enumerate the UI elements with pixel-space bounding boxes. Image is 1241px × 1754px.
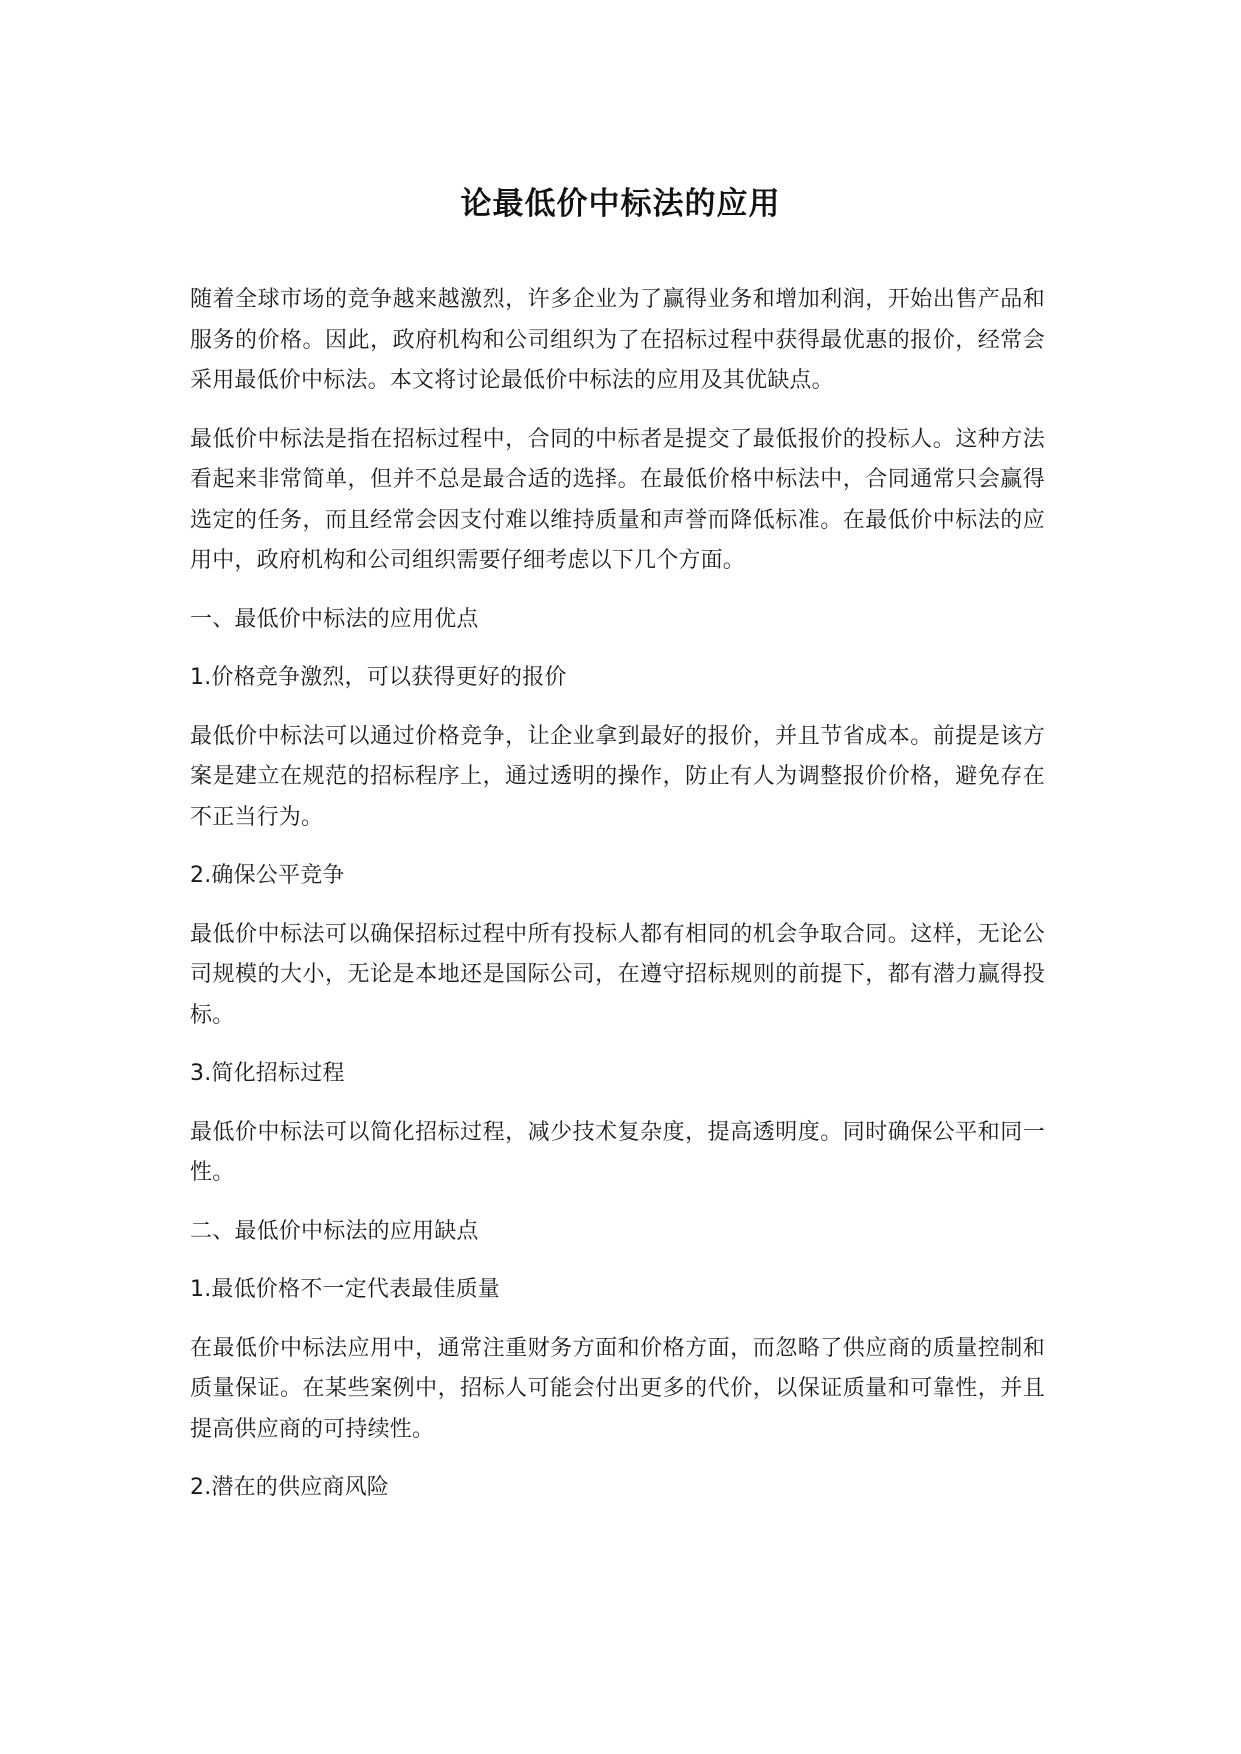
subheading-fair-competition: 2.确保公平竞争 bbox=[190, 863, 345, 888]
paragraph-simplify-process: 最低价中标法可以简化招标过程，减少技术复杂度，提高透明度。同时确保公平和同一性。 bbox=[190, 1119, 1045, 1185]
paragraph-price-competition: 最低价中标法可以通过价格竞争，让企业拿到最好的报价，并且节省成本。前提是该方案是建立在规范的招标程序上，通过透明的操作，防止有人为调整报价价格，避免存在不正当行为。 bbox=[190, 723, 1045, 830]
paragraph-fair-competition: 最低价中标法可以确保招标过程中所有投标人都有相同的机会争取合同。这样，无论公司规模的大小，无论是本地还是国际公司，在遵守招标规则的前提下，都有潜力赢得投标。 bbox=[190, 921, 1045, 1028]
document-title: 论最低价中标法的应用 bbox=[460, 186, 781, 222]
subheading-price-competition: 1.价格竞争激烈，可以获得更好的报价 bbox=[190, 665, 567, 690]
paragraph-quality: 在最低价中标法应用中，通常注重财务方面和价格方面，而忽略了供应商的质量控制和质量保证。在某些案例中，招标人可能会付出更多的代价，以保证质量和可靠性，并且提高供应商的可持续性。 bbox=[190, 1335, 1045, 1442]
section-heading-disadvantages: 二、最低价中标法的应用缺点 bbox=[190, 1218, 479, 1244]
subheading-simplify-process: 3.简化招标过程 bbox=[190, 1061, 345, 1086]
paragraph-intro: 随着全球市场的竞争越来越激烈，许多企业为了赢得业务和增加利润，开始出售产品和服务的价格。因此，政府机构和公司组织为了在招标过程中获得最优惠的报价，经常会采用最低价中标法。本文将讨论最低价中标法的应用及其优缺点。 bbox=[190, 287, 1045, 393]
document-body bbox=[190, 280, 1045, 1527]
paragraph-definition: 最低价中标法是指在招标过程中，合同的中标者是提交了最低报价的投标人。这种方法看起来非常简单，但并不总是最合适的选择。在最低价格中标法中，合同通常只会赢得选定的任务，而且经常会因支付难以维持质量和声誉而降低标准。在最低价中标法的应用中，政府机构和公司组织需要仔细考虑以下几个方面。 bbox=[190, 426, 1045, 573]
subheading-quality: 1.最低价格不一定代表最佳质量 bbox=[190, 1277, 500, 1302]
subheading-supplier-risk: 2.潜在的供应商风险 bbox=[190, 1475, 389, 1500]
section-heading-advantages: 一、最低价中标法的应用优点 bbox=[190, 606, 479, 632]
